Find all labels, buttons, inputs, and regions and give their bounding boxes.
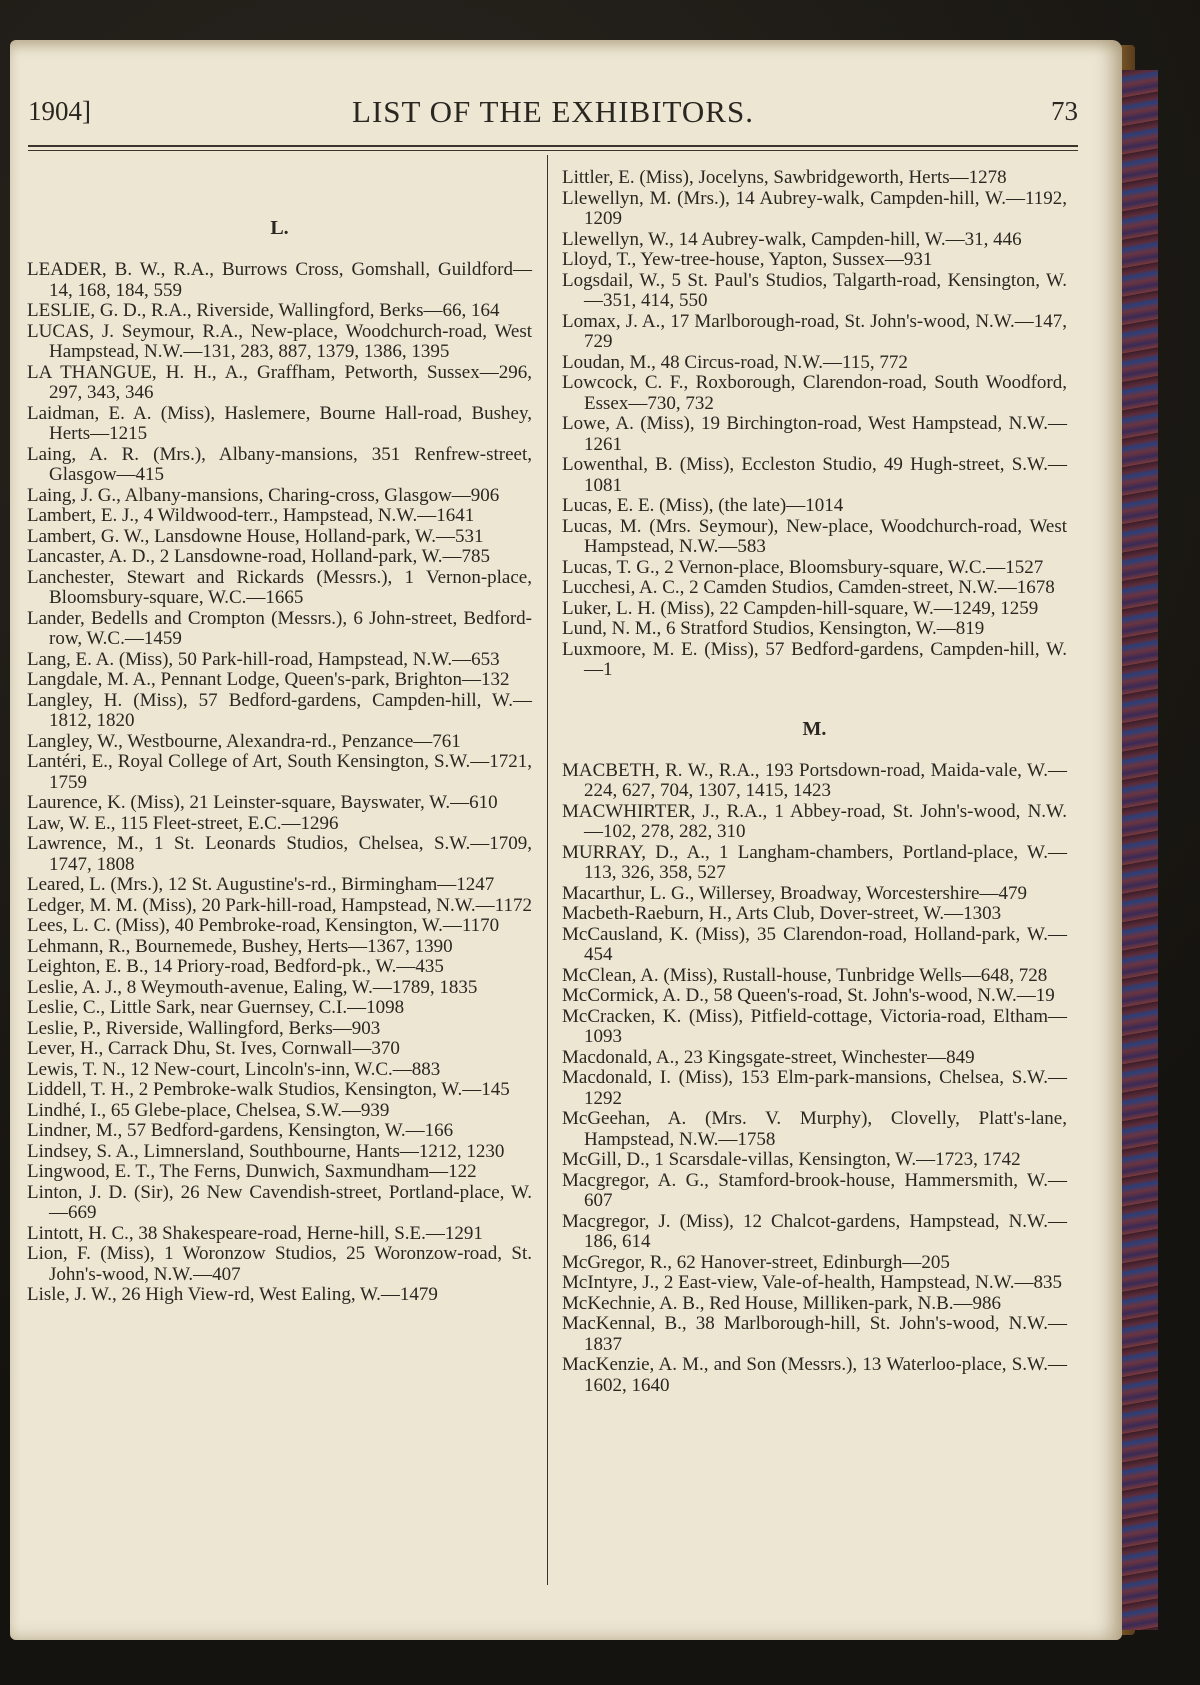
exhibitor-entry: LUCAS, J. Seymour, R.A., New-place, Woodchurch-road, West Hampstead, N.W.—131, 283, 887, 1379, 1386, 1395	[27, 320, 532, 362]
entries-m	[562, 761, 1067, 1397]
column-divider	[547, 155, 548, 1585]
exhibitor-entry: Laing, A. R. (Mrs.), Albany-mansions, 351 Renfrew-street, Glasgow—415	[27, 443, 532, 485]
entries-l-continued	[562, 168, 1067, 681]
exhibitor-entry: Law, W. E., 115 Fleet-street, E.C.—1296	[27, 812, 339, 834]
exhibitor-entry: Macgregor, A. G., Stamford-brook-house, Hammersmith, W.—607	[562, 1169, 1067, 1211]
exhibitor-entry: Lawrence, M., 1 St. Leonards Studios, Chelsea, S.W.—1709, 1747, 1808	[27, 833, 532, 875]
exhibitor-entry: Lehmann, R., Bournemede, Bushey, Herts—1367, 1390	[27, 935, 453, 957]
exhibitor-entry: Leared, L. (Mrs.), 12 St. Augustine's-rd., Birmingham—1247	[27, 874, 495, 895]
exhibitor-entry: Langley, H. (Miss), 57 Bedford-gardens, Campden-hill, W.—1812, 1820	[27, 689, 532, 731]
exhibitor-entry: Lintott, H. C., 38 Shakespeare-road, Herne-hill, S.E.—1291	[27, 1222, 483, 1244]
exhibitor-entry: MACBETH, R. W., R.A., 193 Portsdown-road, Maida-vale, W.—224, 627, 704, 1307, 1415, 1423	[562, 759, 1067, 801]
header-rule-thin	[28, 150, 1078, 151]
exhibitor-entry: Macdonald, A., 23 Kingsgate-street, Winchester—849	[562, 1046, 975, 1068]
exhibitor-entry: Lomax, J. A., 17 Marlborough-road, St. John's-wood, N.W.—147, 729	[562, 310, 1067, 352]
exhibitor-entry: McGill, D., 1 Scarsdale-villas, Kensington, W.—1723, 1742	[562, 1149, 1021, 1170]
exhibitor-entry: Lang, E. A. (Miss), 50 Park-hill-road, Hampstead, N.W.—653	[27, 648, 500, 670]
exhibitor-entry: Littler, E. (Miss), Jocelyns, Sawbridgeworth, Herts—1278	[562, 167, 1007, 188]
exhibitor-entry: Luxmoore, M. E. (Miss), 57 Bedford-gardens, Campden-hill, W.—1	[562, 638, 1067, 680]
exhibitor-entry: Ledger, M. M. (Miss), 20 Park-hill-road, Hampstead, N.W.—1172	[27, 894, 532, 916]
exhibitor-entry: McKechnie, A. B., Red House, Milliken-park, N.B.—986	[562, 1292, 1002, 1314]
exhibitor-entry: MURRAY, D., A., 1 Langham-chambers, Portland-place, W.—113, 326, 358, 527	[562, 841, 1067, 883]
exhibitor-entry: Lloyd, T., Yew-tree-house, Yapton, Sussex—931	[562, 249, 933, 270]
exhibitor-entry: McCausland, K. (Miss), 35 Clarendon-road, Holland-park, W.—454	[562, 923, 1067, 965]
exhibitor-entry: McIntyre, J., 2 East-view, Vale-of-health, Hampstead, N.W.—835	[562, 1272, 1063, 1293]
exhibitor-entry: Laidman, E. A. (Miss), Haslemere, Bourne Hall-road, Bushey, Herts—1215	[27, 402, 532, 444]
page-number: 73	[1051, 96, 1078, 126]
exhibitor-entry: Leslie, P., Riverside, Wallingford, Berks—903	[27, 1017, 381, 1039]
right-column	[562, 168, 1067, 1396]
exhibitor-entry: Llewellyn, W., 14 Aubrey-walk, Campden-hill, W.—31, 446	[562, 228, 1022, 250]
exhibitor-entry: Lindsey, S. A., Limnersland, Southbourne, Hants—1212, 1230	[27, 1140, 505, 1162]
exhibitor-entry: Lingwood, E. T., The Ferns, Dunwich, Saxmundham—122	[27, 1161, 477, 1182]
exhibitor-entry: Laurence, K. (Miss), 21 Leinster-square, Bayswater, W.—610	[27, 792, 498, 813]
exhibitor-entry: Lucas, E. E. (Miss), (the late)—1014	[562, 495, 844, 516]
exhibitor-entry: Macbeth-Raeburn, H., Arts Club, Dover-street, W.—1303	[562, 903, 1002, 924]
exhibitor-entry: Lowenthal, B. (Miss), Eccleston Studio, 49 Hugh-street, S.W.—1081	[562, 454, 1067, 496]
exhibitor-entry: Lantéri, E., Royal College of Art, South Kensington, S.W.—1721, 1759	[27, 751, 532, 793]
exhibitor-entry: McClean, A. (Miss), Rustall-house, Tunbridge Wells—648, 728	[562, 964, 1048, 986]
exhibitor-entry: Luker, L. H. (Miss), 22 Campden-hill-square, W.—1249, 1259	[562, 597, 1039, 619]
section-heading-m: M.	[802, 717, 827, 740]
running-header	[28, 94, 1078, 138]
exhibitor-entry: Lees, L. C. (Miss), 40 Pembroke-road, Kensington, W.—1170	[27, 915, 500, 936]
exhibitor-entry: Loudan, M., 48 Circus-road, N.W.—115, 772	[562, 351, 908, 373]
exhibitor-entry: Llewellyn, M. (Mrs.), 14 Aubrey-walk, Campden-hill, W.—1192, 1209	[562, 187, 1067, 229]
exhibitor-entry: Lindner, M., 57 Bedford-gardens, Kensington, W.—166	[27, 1120, 454, 1141]
exhibitor-entry: MacKenzie, A. M., and Son (Messrs.), 13 Waterloo-place, S.W.—1602, 1640	[562, 1354, 1067, 1396]
exhibitor-entry: Leighton, E. B., 14 Priory-road, Bedford-pk., W.—435	[27, 956, 444, 977]
exhibitor-entry: McGeehan, A. (Mrs. V. Murphy), Clovelly, Platt's-lane, Hampstead, N.W.—1758	[562, 1108, 1067, 1150]
exhibitor-entry: Leslie, C., Little Sark, near Guernsey, C.I.—1098	[27, 997, 405, 1018]
exhibitor-entry: Lowe, A. (Miss), 19 Birchington-road, West Hampstead, N.W.—1261	[562, 413, 1067, 455]
exhibitor-entry: Lucchesi, A. C., 2 Camden Studios, Camden-street, N.W.—1678	[562, 577, 1055, 598]
exhibitor-entry: Langley, W., Westbourne, Alexandra-rd., Penzance—761	[27, 730, 461, 752]
exhibitor-entry: Lambert, G. W., Lansdowne House, Holland-park, W.—531	[27, 525, 484, 547]
exhibitor-entry: LEADER, B. W., R.A., Burrows Cross, Gomshall, Guildford—14, 168, 184, 559	[27, 259, 532, 301]
exhibitor-entry: Leslie, A. J., 8 Weymouth-avenue, Ealing, W.—1789, 1835	[27, 976, 478, 998]
exhibitor-entry: Lion, F. (Miss), 1 Woronzow Studios, 25 Woronzow-road, St. John's-wood, N.W.—407	[27, 1243, 532, 1285]
exhibitor-entry: Lever, H., Carrack Dhu, St. Ives, Cornwall—370	[27, 1038, 400, 1059]
exhibitor-entry: Macarthur, L. G., Willersey, Broadway, Worcestershire—479	[562, 882, 1027, 904]
exhibitor-entry: MacKennal, B., 38 Marlborough-hill, St. John's-wood, N.W.—1837	[562, 1313, 1067, 1355]
exhibitor-entry: LESLIE, G. D., R.A., Riverside, Wallingford, Berks—66, 164	[27, 300, 500, 321]
exhibitor-entry: Lucas, T. G., 2 Vernon-place, Bloomsbury-square, W.C.—1527	[562, 556, 1044, 578]
exhibitor-entry: Lewis, T. N., 12 New-court, Lincoln's-inn, W.C.—883	[27, 1058, 441, 1080]
exhibitor-entry: Lucas, M. (Mrs. Seymour), New-place, Woodchurch-road, West Hampstead, N.W.—583	[562, 515, 1067, 557]
exhibitor-entry: McGregor, R., 62 Hanover-street, Edinburgh—205	[562, 1251, 950, 1273]
exhibitor-entry: McCormick, A. D., 58 Queen's-road, St. John's-wood, N.W.—19	[562, 985, 1055, 1006]
exhibitor-entry: Logsdail, W., 5 St. Paul's Studios, Talgarth-road, Kensington, W.—351, 414, 550	[562, 269, 1067, 311]
exhibitor-entry: Linton, J. D. (Sir), 26 New Cavendish-street, Portland-place, W.—669	[27, 1181, 532, 1223]
exhibitor-entry: McCracken, K. (Miss), Pitfield-cottage, Victoria-road, Eltham—1093	[562, 1005, 1067, 1047]
exhibitor-entry: Langdale, M. A., Pennant Lodge, Queen's-park, Brighton—132	[27, 669, 510, 690]
book-page	[10, 40, 1122, 1640]
exhibitor-entry: Macdonald, I. (Miss), 153 Elm-park-mansions, Chelsea, S.W.—1292	[562, 1067, 1067, 1109]
page-title: LIST OF THE EXHIBITORS.	[352, 94, 754, 129]
exhibitor-entry: LA THANGUE, H. H., A., Graffham, Petworth, Sussex—296, 297, 343, 346	[27, 361, 532, 403]
exhibitor-entry: Lander, Bedells and Crompton (Messrs.), 6 John-street, Bedford-row, W.C.—1459	[27, 607, 532, 649]
exhibitor-entry: MACWHIRTER, J., R.A., 1 Abbey-road, St. John's-wood, N.W.—102, 278, 282, 310	[562, 800, 1067, 842]
exhibitor-entry: Lund, N. M., 6 Stratford Studios, Kensington, W.—819	[562, 618, 985, 639]
header-year: 1904]	[28, 96, 91, 126]
left-column	[27, 168, 532, 1306]
exhibitor-entry: Laing, J. G., Albany-mansions, Charing-cross, Glasgow—906	[27, 484, 500, 506]
exhibitor-entry: Lambert, E. J., 4 Wildwood-terr., Hampstead, N.W.—1641	[27, 505, 475, 526]
exhibitor-entry: Macgregor, J. (Miss), 12 Chalcot-gardens, Hampstead, N.W.—186, 614	[562, 1210, 1067, 1252]
marbled-endpaper	[1118, 70, 1158, 1630]
exhibitor-entry: Lowcock, C. F., Roxborough, Clarendon-road, South Woodford, Essex—730, 732	[562, 372, 1067, 414]
exhibitor-entry: Lisle, J. W., 26 High View-rd, West Ealing, W.—1479	[27, 1284, 438, 1305]
header-rule-thick	[28, 145, 1078, 147]
section-heading-l: L.	[270, 217, 289, 239]
exhibitor-entry: Lanchester, Stewart and Rickards (Messrs.), 1 Vernon-place, Bloomsbury-square, W.C.—1665	[27, 566, 532, 608]
exhibitor-entry: Lancaster, A. D., 2 Lansdowne-road, Holland-park, W.—785	[27, 546, 491, 567]
exhibitor-entry: Liddell, T. H., 2 Pembroke-walk Studios, Kensington, W.—145	[27, 1079, 510, 1100]
exhibitor-entry: Lindhé, I., 65 Glebe-place, Chelsea, S.W.—939	[27, 1099, 390, 1121]
